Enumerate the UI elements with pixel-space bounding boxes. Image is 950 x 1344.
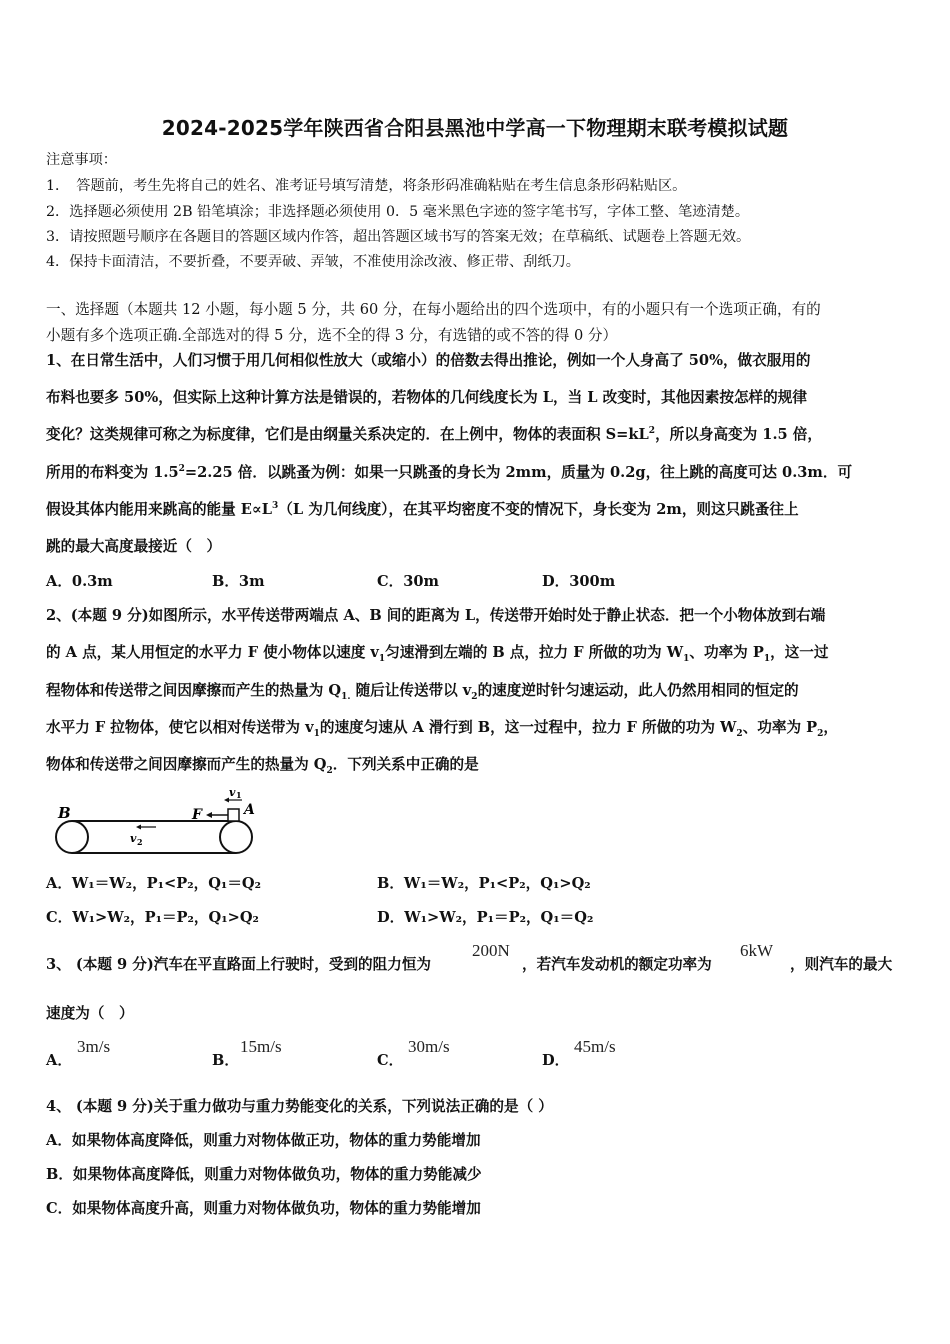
label-v1-sub: 1 <box>236 790 242 800</box>
q1-line-1: 1、在日常生活中，人们习惯于用几何相似性放大（或缩小）的倍数去得出推论，例如一个人身高了 50%，做衣服用的 <box>46 352 811 369</box>
q1-option-a: A．0.3m <box>46 573 113 590</box>
q3-option-d-letter: D． <box>542 1052 570 1069</box>
q3-option-a-value: 3m/s <box>77 1037 111 1056</box>
q2-option-c: C．W₁>W₂，P₁＝P₂，Q₁>Q₂ <box>46 909 259 926</box>
q1-line-5: 假设其体内能用来跳高的能量 $E\propto L^3(L$ 为几何线度），在其平均密度不变的情况下，身长变为 2m，则这只跳蚤往上 <box>46 501 799 518</box>
q3-option-d-value: 45m/s <box>574 1037 616 1056</box>
v2-arrow-head <box>136 825 141 830</box>
q4-option-c: C．如果物体高度升高，则重力对物体做负功，物体的重力势能增加 <box>46 1200 481 1217</box>
q1-line-6: 跳的最大高度最接近（ ） <box>46 538 222 555</box>
q2-option-d: D．W₁>W₂，P₁＝P₂，Q₁＝Q₂ <box>377 909 594 926</box>
notice-item-1: 1． 答题前，考生先将自己的姓名、准考证号填写清楚，将条形码准确粘贴在考生信息条形码粘贴区。 <box>46 178 687 194</box>
section-header-line-2: 小题有多个选项正确.全部选对的得 5 分，选不全的得 3 分，有选错的或不答的得 0 分） <box>46 327 618 344</box>
q2-option-b: B．W₁＝W₂，P₁<P₂，Q₁>Q₂ <box>377 875 591 892</box>
q4-option-a: A．如果物体高度降低，则重力对物体做正功，物体的重力势能增加 <box>46 1132 481 1149</box>
left-pulley <box>56 821 88 853</box>
q3-line-1b: ，若汽车发动机的额定功率为 <box>522 956 712 973</box>
force-arrow-head <box>206 812 212 818</box>
q2-line-2: 的 A 点，某人用恒定的水平力 F 使小物体以速度 $v_1$匀速滑到左端的 B 点，拉力 F 所做的功为 $W_1$、功率为 $P_1$，这一过 <box>46 644 829 664</box>
q2-option-a: A．W₁＝W₂，P₁<P₂，Q₁＝Q₂ <box>46 875 262 892</box>
q3-option-a-letter: A． <box>46 1052 72 1069</box>
q2-line-1: 2、(本题 9 分)如图所示，水平传送带两端点 A、B 间的距离为 L，传送带开始时处于静止状态．把一个小物体放到右端 <box>46 607 826 624</box>
q3-option-b-value: 15m/s <box>240 1037 282 1056</box>
conveyor-belt-diagram <box>46 782 276 862</box>
notice-item-2: 2．选择题必须使用 2B 铅笔填涂；非选择题必须使用 0．5 毫米黑色字迹的签字笔书写，字体工整、笔迹清楚。 <box>46 204 750 220</box>
q3-force-value: 200N <box>472 941 510 960</box>
q3-power-value: 6kW <box>740 941 774 960</box>
notice-item-3: 3．请按照题号顺序在各题目的答题区域内作答，超出答题区域书写的答案无效；在草稿纸、试题卷上答题无效。 <box>46 229 751 245</box>
label-f: F <box>192 807 202 823</box>
q3-option-c-letter: C． <box>377 1052 404 1069</box>
q4-option-b: B．如果物体高度降低，则重力对物体做负功，物体的重力势能减少 <box>46 1166 482 1183</box>
label-a: A <box>244 802 255 818</box>
small-object <box>228 809 239 821</box>
q2-line-5: 物体和传送带之间因摩擦而产生的热量为 $Q_2$．下列关系中正确的是 <box>46 756 479 776</box>
q2-line-3: 程物体和传送带之间因摩擦而产生的热量为 $Q_{1.}$ 随后让传送带以 $v_2$的速度逆时针匀速运动，此人仍然用相同的恒定的 <box>46 682 799 702</box>
right-pulley <box>220 821 252 853</box>
label-v1: v <box>229 786 236 799</box>
label-v2-sub: 2 <box>137 837 143 847</box>
q1-line-2: 布料也要多 50%，但实际上这种计算方法是错误的，若物体的几何线度长为 L，当 L 改变时，其他因素按怎样的规律 <box>46 389 807 406</box>
q3-line-2: 速度为（ ） <box>46 1005 134 1022</box>
q1-line-3: 变化？这类规律可称之为标度律，它们是由纲量关系决定的．在上例中，物体的表面积 $S=kL^2$，所以身高变为 1.5 倍， <box>46 426 822 443</box>
notice-item-4: 4．保持卡面清洁，不要折叠，不要弄破、弄皱，不准使用涂改液、修正带、刮纸刀。 <box>46 254 580 270</box>
section-header-line-1: 一、选择题（本题共 12 小题，每小题 5 分，共 60 分，在每小题给出的四个选项中，有的小题只有一个选项正确，有的 <box>46 301 821 318</box>
q1-option-b: B．3m <box>212 573 265 590</box>
q3-option-b-letter: B． <box>212 1052 239 1069</box>
label-b: B <box>58 804 71 822</box>
label-v2: v <box>130 832 137 845</box>
q1-line-4: 所用的布料变为 $1.5^2=2.25$ 倍．以跳蚤为例：如果一只跳蚤的身长为 2mm，质量为 0.2g，往上跳的高度可达 0.3m．可 <box>46 464 853 481</box>
notice-heading: 注意事项： <box>46 152 117 168</box>
q3-line-1a: 3、 (本题 9 分)汽车在平直路面上行驶时，受到的阻力恒为 <box>46 956 432 973</box>
q3-line-1c: ，则汽车的最大 <box>790 956 893 973</box>
q4-line-1: 4、 (本题 9 分)关于重力做功与重力势能变化的关系，下列说法正确的是（ ） <box>46 1098 553 1115</box>
q1-option-d: D．300m <box>542 573 616 590</box>
q1-option-c: C．30m <box>377 573 439 590</box>
q3-option-c-value: 30m/s <box>408 1037 450 1056</box>
page-title: 2024-2025学年陕西省合阳县黑池中学高一下物理期末联考模拟试题 <box>161 116 789 140</box>
q2-line-4: 水平力 F 拉物体，使它以相对传送带为 $v_1$的速度匀速从 A 滑行到 B，这一过程中，拉力 F 所做的功为 $W_2$、功率为 $P_2$， <box>46 719 838 739</box>
